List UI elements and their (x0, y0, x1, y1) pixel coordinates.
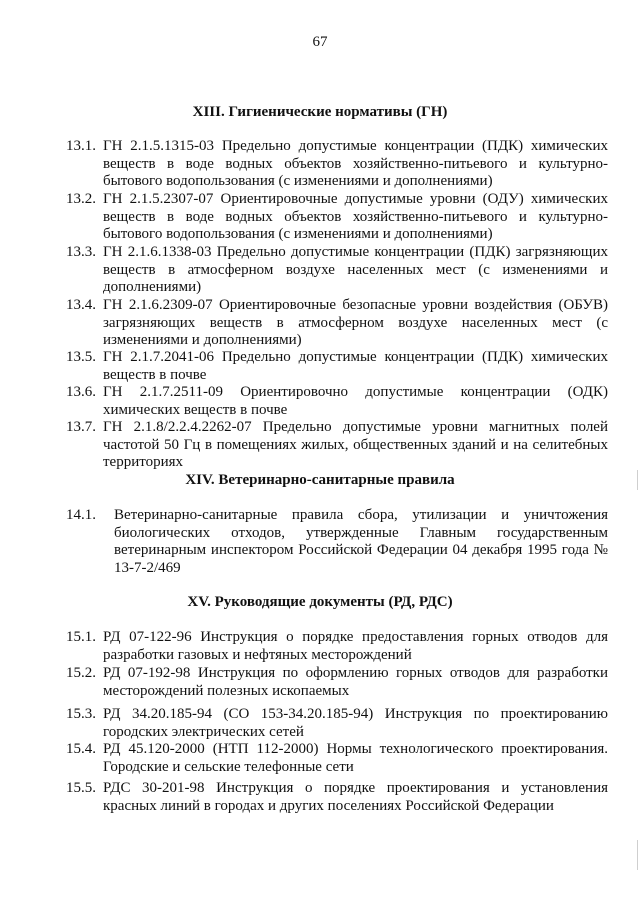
item-number: 13.4. (66, 297, 96, 313)
item-number: 13.6. (66, 384, 96, 400)
item-text: РД 34.20.185-94 (СО 153-34.20.185-94) Инструкция по проектированию городских электрических сетей (103, 706, 608, 740)
list-item-13-2 (66, 191, 608, 244)
scan-edge-mark (637, 840, 638, 870)
page-number: 67 (312, 34, 328, 50)
item-number: 13.7. (66, 419, 96, 435)
item-number: 15.3. (66, 706, 96, 722)
item-number: 13.2. (66, 191, 96, 207)
item-text: ГН 2.1.7.2041-06 Предельно допустимые концентрации (ПДК) химических веществ в почве (103, 349, 608, 383)
item-text: РД 45.120-2000 (НТП 112-2000) Нормы технологического проектирования. Городские и сельские телефонные сети (103, 741, 608, 775)
list-item-13-6 (66, 384, 608, 419)
item-number: 13.3. (66, 244, 96, 260)
section-title-xv: XV. Руководящие документы (РД, РДС) (187, 594, 453, 610)
list-item-13-3 (66, 244, 608, 297)
item-text: ГН 2.1.5.2307-07 Ориентировочные допустимые уровни (ОДУ) химических веществ в воде водных объектов хозяйственно-питьевого и культурно-бытового водопользования (с изменениями и дополнениями) (103, 191, 608, 243)
list-item-15-5 (66, 780, 608, 815)
item-number: 15.5. (66, 780, 96, 796)
item-number: 13.1. (66, 138, 96, 154)
item-text: ГН 2.1.6.2309-07 Ориентировочные безопасные уровни воздействия (ОБУВ) загрязняющих веществ в атмосферном воздухе населенных мест (с изменениями и дополнениями) (103, 297, 608, 349)
item-text: РДС 30-201-98 Инструкция о порядке проектирования и установления красных линий в городах и других поселениях Российской Федерации (103, 780, 608, 814)
item-number: 13.5. (66, 349, 96, 365)
item-number: 15.4. (66, 741, 96, 757)
section-title-xiv: XIV. Ветеринарно-санитарные правила (185, 472, 455, 488)
section-title-xiii: XIII. Гигиенические нормативы (ГН) (192, 104, 448, 120)
scan-edge-mark (637, 470, 638, 490)
item-number: 14.1. (66, 507, 96, 523)
item-text: ГН 2.1.5.1315-03 Предельно допустимые концентрации (ПДК) химических веществ в воде водных объектов хозяйственно-питьевого и культурно-бытового водопользования (с изменениями и дополнениями) (103, 138, 608, 190)
list-item-13-1 (66, 138, 608, 191)
item-text: РД 07-122-96 Инструкция о порядке предоставления горных отводов для разработки газовых и нефтяных месторождений (103, 629, 608, 663)
list-item-15-2 (66, 665, 608, 700)
item-text: Ветеринарно-санитарные правила сбора, утилизации и уничтожения биологических отходов, утвержденные Главным государственным ветеринарным инспектором Российской Федерации 04 декабря 1995 года № 13-7-2/469 (114, 507, 608, 576)
item-number: 15.1. (66, 629, 96, 645)
item-text: ГН 2.1.7.2511-09 Ориентировочно допустимые концентрации (ОДК) химических веществ в почве (103, 384, 608, 418)
item-text: РД 07-192-98 Инструкция по оформлению горных отводов для разработки месторождений полезных ископаемых (103, 665, 608, 699)
item-text: ГН 2.1.6.1338-03 Предельно допустимые концентрации (ПДК) загрязняющих веществ в атмосферном воздухе населенных мест (с изменениями и дополнениями) (103, 244, 608, 296)
item-text: ГН 2.1.8/2.2.4.2262-07 Предельно допустимые уровни магнитных полей частотой 50 Гц в помещениях жилых, общественных зданий и на селитебных территориях (103, 419, 608, 471)
list-item-15-3 (66, 706, 608, 741)
list-item-13-4 (66, 297, 608, 350)
list-item-14-1 (66, 507, 608, 577)
list-item-15-4 (66, 741, 608, 776)
list-item-15-1 (66, 629, 608, 664)
list-item-13-5 (66, 349, 608, 384)
item-number: 15.2. (66, 665, 96, 681)
list-item-13-7 (66, 419, 608, 472)
